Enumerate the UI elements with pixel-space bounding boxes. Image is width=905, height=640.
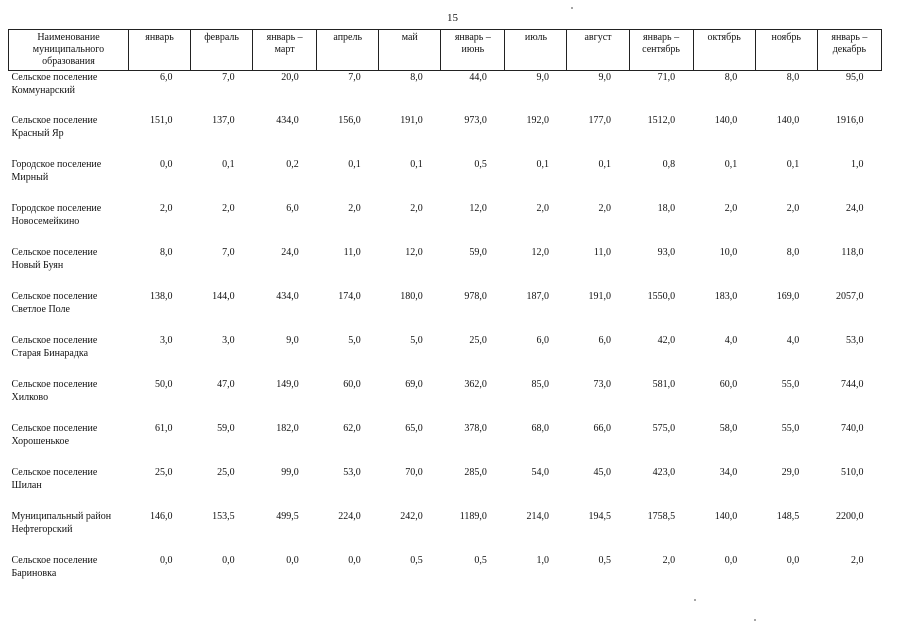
header-period-column: февраль <box>191 30 253 71</box>
value-cell: 3,0 <box>160 335 173 346</box>
table-row <box>9 158 882 202</box>
value-cell: 174,0 <box>338 291 361 302</box>
value-cell: 73,0 <box>593 379 612 390</box>
value-cell: 12,0 <box>469 203 487 214</box>
value-cell: 2,0 <box>222 203 235 214</box>
header-period-column: июль <box>505 30 567 71</box>
value-cell: 24,0 <box>281 247 299 258</box>
value-cell: 12,0 <box>405 247 423 258</box>
value-cell: 1,0 <box>536 555 549 566</box>
value-cell: 177,0 <box>588 115 612 126</box>
data-table-container <box>8 29 882 598</box>
value-cell: 9,0 <box>598 72 612 83</box>
table-row <box>9 114 882 158</box>
value-cell: 85,0 <box>531 379 549 390</box>
value-cell: 191,0 <box>588 291 612 302</box>
value-cell: 29,0 <box>781 467 800 478</box>
municipality-name-line: Сельское поселение <box>11 291 98 302</box>
value-cell: 2,0 <box>348 203 361 214</box>
table-row <box>9 334 882 378</box>
municipality-name-line: Коммунарский <box>11 85 75 96</box>
value-cell: 140,0 <box>776 115 800 126</box>
municipality-name-line: Сельское поселение <box>11 335 98 346</box>
value-cell: 2,0 <box>724 203 738 214</box>
municipality-name-line: Хорошенькое <box>11 436 70 447</box>
value-cell: 0,0 <box>724 555 738 566</box>
page-number: 15 <box>447 12 458 24</box>
value-cell: 0,1 <box>348 159 361 170</box>
table-row <box>9 202 882 246</box>
value-cell: 9,0 <box>536 72 549 83</box>
value-cell: 3,0 <box>222 335 235 346</box>
value-cell: 0,1 <box>786 159 800 170</box>
value-cell: 194,5 <box>588 511 612 522</box>
value-cell: 362,0 <box>464 379 487 390</box>
municipality-name-line: Красный Яр <box>11 128 64 139</box>
value-cell: 18,0 <box>657 203 676 214</box>
header-name-column: Наименование муниципального образования <box>9 30 129 71</box>
value-cell: 423,0 <box>652 467 676 478</box>
header-period-column: январь – март <box>253 30 317 71</box>
value-cell: 1550,0 <box>647 291 676 302</box>
table-row <box>9 510 882 554</box>
value-cell: 182,0 <box>276 423 299 434</box>
value-cell: 0,2 <box>286 159 299 170</box>
municipality-name <box>9 290 129 334</box>
value-cell: 2,0 <box>536 203 549 214</box>
value-cell: 53,0 <box>343 467 361 478</box>
value-cell: 53,0 <box>846 335 864 346</box>
value-cell: 510,0 <box>841 467 864 478</box>
value-cell: 2,0 <box>160 203 173 214</box>
value-cell: 169,0 <box>776 291 800 302</box>
value-cell: 68,0 <box>531 423 549 434</box>
value-cell: 6,0 <box>598 335 612 346</box>
value-cell: 59,0 <box>217 423 235 434</box>
value-cell: 744,0 <box>841 379 864 390</box>
value-cell: 7,0 <box>222 72 235 83</box>
municipality-name-line: Сельское поселение <box>11 423 98 434</box>
value-cell: 50,0 <box>155 379 173 390</box>
value-cell: 434,0 <box>276 115 299 126</box>
header-period-column: август <box>567 30 629 71</box>
header-period-column: январь – июнь <box>441 30 505 71</box>
value-cell: 0,1 <box>724 159 738 170</box>
value-cell: 0,0 <box>160 555 173 566</box>
municipality-name-line: Сельское поселение <box>11 247 98 258</box>
value-cell: 5,0 <box>410 335 423 346</box>
value-cell: 54,0 <box>531 467 549 478</box>
value-cell: 118,0 <box>841 247 864 258</box>
value-cell: 2057,0 <box>836 291 864 302</box>
value-cell: 1916,0 <box>836 115 864 126</box>
municipality-name <box>9 378 129 422</box>
value-cell: 60,0 <box>343 379 361 390</box>
value-cell: 60,0 <box>719 379 738 390</box>
value-cell: 7,0 <box>222 247 235 258</box>
municipality-name <box>9 158 129 202</box>
header-period-column: май <box>379 30 441 71</box>
municipality-name <box>9 114 129 158</box>
municipality-name-line: Муниципальный район <box>11 511 112 522</box>
municipality-name <box>9 246 129 290</box>
value-cell: 0,0 <box>222 555 235 566</box>
value-cell: 151,0 <box>150 115 173 126</box>
header-period-column: ноябрь <box>755 30 817 71</box>
municipality-name <box>9 554 129 598</box>
value-cell: 740,0 <box>841 423 864 434</box>
value-cell: 499,5 <box>276 511 299 522</box>
table-header <box>9 30 882 71</box>
value-cell: 1,0 <box>851 159 864 170</box>
municipality-name-line: Сельское поселение <box>11 379 98 390</box>
value-cell: 58,0 <box>719 423 738 434</box>
municipality-name-line: Мирный <box>11 172 49 183</box>
value-cell: 581,0 <box>652 379 676 390</box>
value-cell: 0,5 <box>474 555 487 566</box>
value-cell: 7,0 <box>348 72 361 83</box>
value-cell: 59,0 <box>469 247 487 258</box>
municipality-name <box>9 71 129 115</box>
value-cell: 69,0 <box>405 379 423 390</box>
value-cell: 42,0 <box>657 335 676 346</box>
value-cell: 95,0 <box>846 72 864 83</box>
value-cell: 66,0 <box>593 423 612 434</box>
municipality-name-line: Городское поселение <box>11 159 102 170</box>
table-row <box>9 554 882 598</box>
value-cell: 62,0 <box>343 423 361 434</box>
value-cell: 187,0 <box>526 291 549 302</box>
value-cell: 11,0 <box>343 247 361 258</box>
value-cell: 55,0 <box>781 379 800 390</box>
value-cell: 0,1 <box>222 159 235 170</box>
value-cell: 191,0 <box>400 115 423 126</box>
value-cell: 575,0 <box>652 423 676 434</box>
value-cell: 2,0 <box>786 203 800 214</box>
data-table <box>8 29 882 598</box>
value-cell: 4,0 <box>724 335 738 346</box>
value-cell: 2,0 <box>598 203 612 214</box>
value-cell: 1189,0 <box>459 511 487 522</box>
municipality-name <box>9 334 129 378</box>
value-cell: 99,0 <box>281 467 299 478</box>
header-period-column: январь <box>128 30 190 71</box>
municipality-name-line: Светлое Поле <box>11 304 70 315</box>
municipality-name-line: Сельское поселение <box>11 555 98 566</box>
scan-speck <box>754 619 756 621</box>
scan-speck <box>694 599 696 601</box>
value-cell: 34,0 <box>719 467 738 478</box>
table-row <box>9 422 882 466</box>
value-cell: 0,8 <box>662 159 676 170</box>
municipality-name-line: Хилково <box>11 392 49 403</box>
value-cell: 156,0 <box>338 115 361 126</box>
value-cell: 8,0 <box>724 72 738 83</box>
value-cell: 0,5 <box>474 159 487 170</box>
value-cell: 45,0 <box>593 467 612 478</box>
value-cell: 47,0 <box>217 379 235 390</box>
value-cell: 0,1 <box>598 159 612 170</box>
municipality-name-line: Новый Буян <box>11 260 64 271</box>
value-cell: 224,0 <box>338 511 361 522</box>
value-cell: 24,0 <box>846 203 864 214</box>
value-cell: 180,0 <box>400 291 423 302</box>
value-cell: 978,0 <box>464 291 487 302</box>
value-cell: 25,0 <box>469 335 487 346</box>
value-cell: 242,0 <box>400 511 423 522</box>
header-row <box>9 30 882 71</box>
table-row <box>9 246 882 290</box>
value-cell: 378,0 <box>464 423 487 434</box>
scan-speck <box>571 7 573 9</box>
municipality-name <box>9 466 129 510</box>
header-period-column: январь – декабрь <box>817 30 881 71</box>
header-period-column: октябрь <box>693 30 755 71</box>
municipality-name-line: Сельское поселение <box>11 72 98 83</box>
value-cell: 0,0 <box>286 555 299 566</box>
value-cell: 0,0 <box>160 159 173 170</box>
value-cell: 55,0 <box>781 423 800 434</box>
value-cell: 9,0 <box>286 335 299 346</box>
value-cell: 183,0 <box>714 291 738 302</box>
value-cell: 8,0 <box>160 247 173 258</box>
value-cell: 0,0 <box>348 555 361 566</box>
value-cell: 2,0 <box>851 555 864 566</box>
table-body <box>9 71 882 599</box>
municipality-name <box>9 422 129 466</box>
municipality-name-line: Бариновка <box>11 568 57 579</box>
value-cell: 144,0 <box>212 291 235 302</box>
value-cell: 8,0 <box>410 72 423 83</box>
value-cell: 61,0 <box>155 423 173 434</box>
value-cell: 973,0 <box>464 115 487 126</box>
value-cell: 6,0 <box>286 203 299 214</box>
value-cell: 1512,0 <box>647 115 676 126</box>
value-cell: 5,0 <box>348 335 361 346</box>
table-row <box>9 71 882 115</box>
value-cell: 6,0 <box>536 335 549 346</box>
value-cell: 6,0 <box>160 72 173 83</box>
value-cell: 20,0 <box>281 72 299 83</box>
table-row <box>9 378 882 422</box>
municipality-name-line: Сельское поселение <box>11 467 98 478</box>
value-cell: 44,0 <box>469 72 487 83</box>
value-cell: 65,0 <box>405 423 423 434</box>
value-cell: 149,0 <box>276 379 299 390</box>
value-cell: 146,0 <box>150 511 173 522</box>
value-cell: 285,0 <box>464 467 487 478</box>
value-cell: 2200,0 <box>836 511 864 522</box>
value-cell: 2,0 <box>410 203 423 214</box>
value-cell: 93,0 <box>657 247 676 258</box>
value-cell: 137,0 <box>212 115 235 126</box>
value-cell: 8,0 <box>786 247 800 258</box>
municipality-name-line: Нефтегорский <box>11 524 73 535</box>
value-cell: 434,0 <box>276 291 299 302</box>
value-cell: 4,0 <box>786 335 800 346</box>
municipality-name-line: Сельское поселение <box>11 115 98 126</box>
value-cell: 0,5 <box>410 555 423 566</box>
value-cell: 8,0 <box>786 72 800 83</box>
value-cell: 140,0 <box>714 115 738 126</box>
header-period-column: апрель <box>317 30 379 71</box>
municipality-name-line: Старая Бинарадка <box>11 348 89 359</box>
value-cell: 11,0 <box>593 247 612 258</box>
value-cell: 0,0 <box>786 555 800 566</box>
value-cell: 153,5 <box>212 511 235 522</box>
value-cell: 25,0 <box>155 467 173 478</box>
municipality-name-line: Новосемейкино <box>11 216 80 227</box>
value-cell: 25,0 <box>217 467 235 478</box>
value-cell: 71,0 <box>657 72 676 83</box>
value-cell: 192,0 <box>526 115 549 126</box>
value-cell: 70,0 <box>405 467 423 478</box>
value-cell: 138,0 <box>150 291 173 302</box>
municipality-name-line: Шилан <box>11 480 42 491</box>
value-cell: 10,0 <box>719 247 738 258</box>
value-cell: 2,0 <box>662 555 676 566</box>
value-cell: 12,0 <box>531 247 549 258</box>
value-cell: 148,5 <box>776 511 800 522</box>
table-row <box>9 290 882 334</box>
value-cell: 0,5 <box>598 555 612 566</box>
municipality-name <box>9 202 129 246</box>
header-period-column: январь – сентябрь <box>629 30 693 71</box>
value-cell: 0,1 <box>536 159 549 170</box>
value-cell: 1758,5 <box>647 511 676 522</box>
value-cell: 214,0 <box>526 511 549 522</box>
table-row <box>9 466 882 510</box>
value-cell: 0,1 <box>410 159 423 170</box>
municipality-name-line: Городское поселение <box>11 203 102 214</box>
value-cell: 140,0 <box>714 511 738 522</box>
municipality-name <box>9 510 129 554</box>
